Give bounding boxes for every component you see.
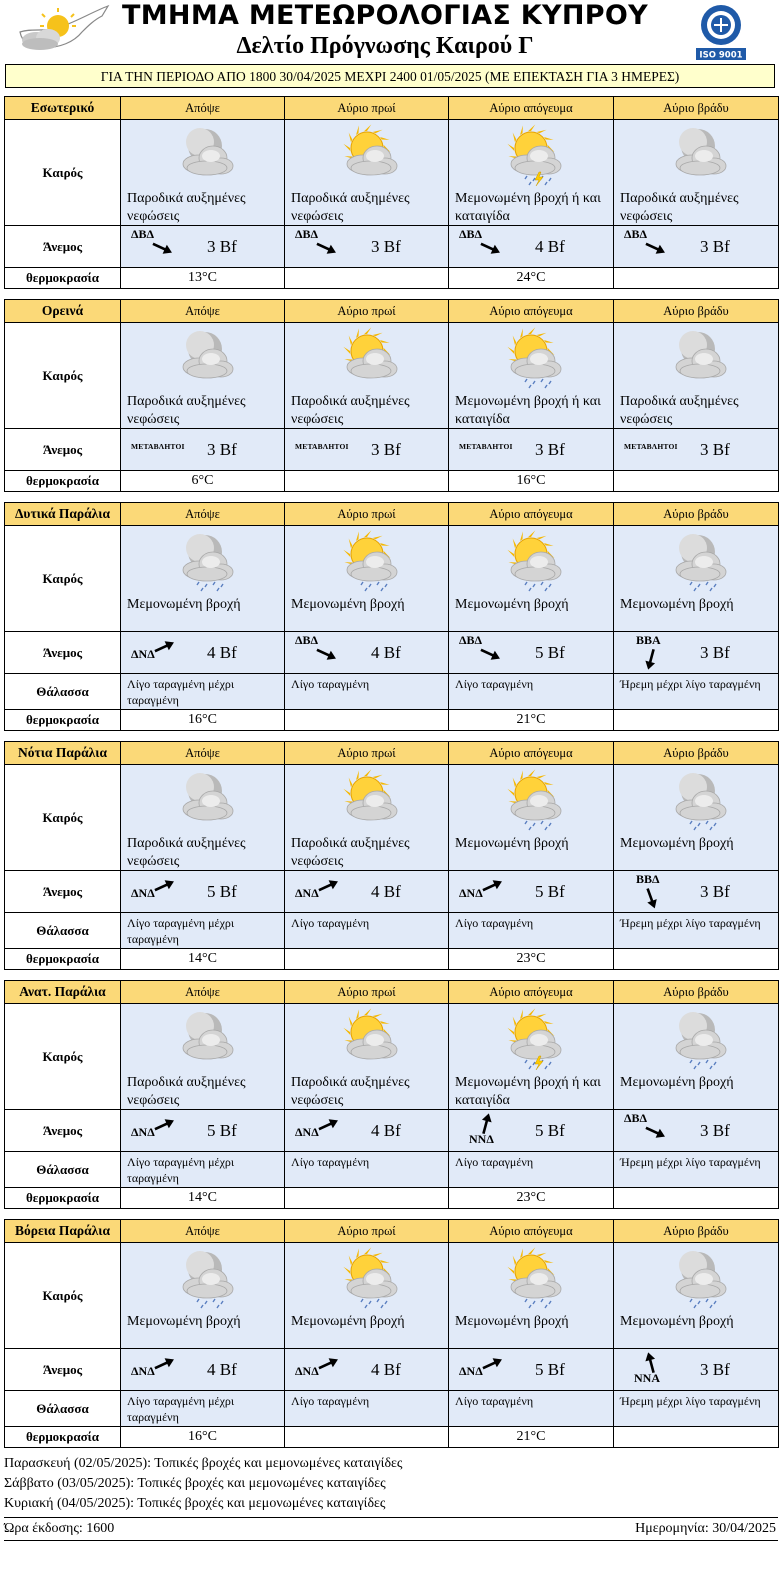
weather-label: Καιρός	[5, 1004, 121, 1110]
wind-arrow-icon	[638, 1352, 664, 1374]
sea-state: Λίγο ταραγμένη	[291, 916, 370, 930]
section-table	[4, 502, 779, 731]
temperature-day: 21°C	[449, 1427, 614, 1448]
wind-direction: ΔΝΔ	[295, 886, 319, 900]
weather-label: Καιρός	[5, 765, 121, 871]
wind-force: 5 Bf	[535, 643, 565, 662]
wind-label: Άνεμος	[5, 1349, 121, 1391]
weather-description: Μεμονωμένη βροχή	[620, 1075, 734, 1090]
wind-arrow-icon	[642, 237, 668, 259]
wind-force: 5 Bf	[535, 1360, 565, 1379]
wind-force: 4 Bf	[535, 237, 565, 256]
wind-arrow-icon	[313, 643, 339, 665]
temperature-label: θερμοκρασία	[5, 268, 121, 289]
temperature-label: θερμοκρασία	[5, 1427, 121, 1448]
wind-force: 3 Bf	[700, 1360, 730, 1379]
temperature-night: 16°C	[121, 1427, 285, 1448]
wind-direction: ΝΝΔ	[469, 1132, 494, 1146]
wind-direction: ΔΝΔ	[131, 886, 155, 900]
period-header: Απόψε	[121, 1220, 285, 1243]
period-header: Αύριο απόγευμα	[449, 300, 614, 323]
wind-arrow-icon	[313, 237, 339, 259]
period-header: Απόψε	[121, 742, 285, 765]
extended-outlook	[4, 1454, 774, 1514]
wind-force: 3 Bf	[535, 440, 565, 459]
cyprus-weather-logo-icon	[12, 2, 112, 60]
period-header: Αύριο βράδυ	[614, 300, 779, 323]
temperature-day: 23°C	[449, 949, 614, 970]
weather-label: Καιρός	[5, 120, 121, 226]
period-header: Αύριο βράδυ	[614, 742, 779, 765]
sea-label: Θάλασσα	[5, 1152, 121, 1188]
page-subtitle: Δελτίο Πρόγνωσης Καιρού Γ	[236, 33, 534, 59]
weather-description: Μεμονωμένη βροχή	[620, 597, 734, 612]
forecast-period: ΓΙΑ ΤΗΝ ΠΕΡΙΟΔΟ ΑΠΟ 1800 30/04/2025 ΜΕΧΡΙ 2400 01/05/2025 (ΜΕ ΕΠΕΚΤΑΣΗ ΓΙΑ 3 ΗΜΕΡΕΣ)	[5, 64, 775, 88]
wind-direction: ΔΝΔ	[459, 886, 483, 900]
weather-label: Καιρός	[5, 1243, 121, 1349]
section-name: Εσωτερικό	[5, 97, 121, 120]
period-header: Αύριο απόγευμα	[449, 742, 614, 765]
wind-arrow-icon	[315, 875, 341, 897]
period-header: Αύριο πρωί	[285, 300, 449, 323]
temperature-night: 6°C	[121, 471, 285, 492]
section-name: Νότια Παράλια	[5, 742, 121, 765]
section-table	[4, 741, 779, 970]
wind-direction: ΔΝΔ	[131, 647, 155, 661]
wind-force: 3 Bf	[700, 440, 730, 459]
sea-label: Θάλασσα	[5, 674, 121, 710]
section-name: Δυτικά Παράλια	[5, 503, 121, 526]
wind-force: 4 Bf	[371, 1121, 401, 1140]
period-header: Αύριο βράδυ	[614, 503, 779, 526]
iso-certification-logo-icon	[692, 3, 750, 61]
sea-state: Λίγο ταραγμένη	[455, 1155, 534, 1169]
weather-description: Παροδικά αυξημένες νεφώσεις	[291, 394, 410, 427]
section-table	[4, 299, 779, 492]
temperature-night: 13°C	[121, 268, 285, 289]
temperature-night: 16°C	[121, 710, 285, 731]
wind-direction: ΒΒΑ	[636, 633, 661, 647]
period-header: Αύριο πρωί	[285, 97, 449, 120]
wind-direction: ΔΝΔ	[459, 1364, 483, 1378]
issue-date: Ημερομηνία: 30/04/2025	[635, 1521, 776, 1536]
sea-state: Λίγο ταραγμένη μέχρι ταραγμένη	[127, 1394, 235, 1424]
sea-state: Λίγο ταραγμένη	[455, 916, 534, 930]
period-header: Απόψε	[121, 300, 285, 323]
sea-state: Ήρεμη μέχρι λίγο ταραγμένη	[620, 1394, 761, 1408]
weather-description: Παροδικά αυξημένες νεφώσεις	[127, 836, 246, 869]
period-header: Αύριο βράδυ	[614, 97, 779, 120]
wind-direction: ΔΝΔ	[131, 1125, 155, 1139]
forecast-sections	[4, 96, 778, 1458]
weather-description: Παροδικά αυξημένες νεφώσεις	[127, 191, 246, 224]
weather-description: Παροδικά αυξημένες νεφώσεις	[620, 191, 739, 224]
sea-state: Λίγο ταραγμένη μέχρι ταραγμένη	[127, 677, 235, 707]
weather-description: Παροδικά αυξημένες νεφώσεις	[291, 1075, 410, 1108]
weather-description: Μεμονωμένη βροχή	[455, 1314, 569, 1329]
temperature-day: 23°C	[449, 1188, 614, 1209]
wind-direction: ΔΝΔ	[295, 1364, 319, 1378]
wind-force: 4 Bf	[371, 643, 401, 662]
weather-description: Μεμονωμένη βροχή	[127, 597, 241, 612]
temperature-label: θερμοκρασία	[5, 710, 121, 731]
wind-arrow-icon	[151, 1114, 177, 1136]
wind-direction: ΔΒΔ	[624, 227, 648, 241]
weather-description: Μεμονωμένη βροχή ή και καταιγίδα	[455, 394, 601, 427]
wind-direction: ΔΒΔ	[295, 633, 319, 647]
weather-description: Μεμονωμένη βροχή	[127, 1314, 241, 1329]
wind-arrow-icon	[479, 1353, 505, 1375]
header	[0, 0, 784, 62]
sea-state: Λίγο ταραγμένη μέχρι ταραγμένη	[127, 916, 235, 946]
wind-arrow-icon	[638, 887, 664, 909]
wind-label: Άνεμος	[5, 226, 121, 268]
outlook-day-1: Παρασκευή (02/05/2025): Τοπικές βροχές και μεμονωμένες καταιγίδες	[4, 1456, 403, 1471]
weather-description: Μεμονωμένη βροχή	[455, 836, 569, 851]
wind-force: 4 Bf	[207, 1360, 237, 1379]
sea-state: Λίγο ταραγμένη	[291, 1155, 370, 1169]
wind-label: Άνεμος	[5, 429, 121, 471]
period-header: Αύριο βράδυ	[614, 1220, 779, 1243]
wind-force: 5 Bf	[207, 882, 237, 901]
weather-description: Παροδικά αυξημένες νεφώσεις	[291, 191, 410, 224]
wind-direction: ΜΕΤΑΒΛΗΤΟΙ	[295, 442, 349, 451]
section-table	[4, 96, 779, 289]
period-header: Αύριο απόγευμα	[449, 1220, 614, 1243]
wind-arrow-icon	[149, 237, 175, 259]
wind-direction: ΔΒΔ	[295, 227, 319, 241]
weather-description: Μεμονωμένη βροχή	[291, 1314, 405, 1329]
sea-state: Λίγο ταραγμένη	[291, 677, 370, 691]
period-header: Αύριο πρωί	[285, 981, 449, 1004]
weather-description: Παροδικά αυξημένες νεφώσεις	[620, 394, 739, 427]
temperature-label: θερμοκρασία	[5, 471, 121, 492]
wind-arrow-icon	[477, 237, 503, 259]
wind-force: 3 Bf	[371, 440, 401, 459]
wind-label: Άνεμος	[5, 871, 121, 913]
period-header: Αύριο πρωί	[285, 1220, 449, 1243]
temperature-night: 14°C	[121, 949, 285, 970]
temperature-label: θερμοκρασία	[5, 1188, 121, 1209]
wind-force: 5 Bf	[535, 1121, 565, 1140]
sea-state: Λίγο ταραγμένη	[455, 677, 534, 691]
wind-direction: ΔΝΔ	[295, 1125, 319, 1139]
wind-arrow-icon	[315, 1353, 341, 1375]
weather-label: Καιρός	[5, 526, 121, 632]
temperature-day: 21°C	[449, 710, 614, 731]
wind-direction: ΔΒΔ	[624, 1111, 648, 1125]
temperature-day: 24°C	[449, 268, 614, 289]
wind-arrow-icon	[315, 1114, 341, 1136]
outlook-day-3: Κυριακή (04/05/2025): Τοπικές βροχές και μεμονωμένες καταιγίδες	[4, 1496, 386, 1511]
section-name: Ανατ. Παράλια	[5, 981, 121, 1004]
wind-arrow-icon	[151, 875, 177, 897]
period-header: Αύριο βράδυ	[614, 981, 779, 1004]
wind-force: 5 Bf	[535, 882, 565, 901]
wind-force: 3 Bf	[207, 237, 237, 256]
wind-force: 3 Bf	[700, 643, 730, 662]
weather-description: Παροδικά αυξημένες νεφώσεις	[127, 1075, 246, 1108]
weather-description: Μεμονωμένη βροχή	[620, 836, 734, 851]
wind-force: 3 Bf	[371, 237, 401, 256]
wind-direction: ΜΕΤΑΒΛΗΤΟΙ	[459, 442, 513, 451]
period-header: Απόψε	[121, 981, 285, 1004]
wind-force: 4 Bf	[207, 643, 237, 662]
wind-direction: ΜΕΤΑΒΛΗΤΟΙ	[624, 442, 678, 451]
section-table	[4, 980, 779, 1209]
wind-direction: ΝΝΑ	[634, 1371, 660, 1385]
footer	[4, 1517, 778, 1541]
sea-state: Ήρεμη μέχρι λίγο ταραγμένη	[620, 1155, 761, 1169]
section-name: Ορεινά	[5, 300, 121, 323]
wind-force: 3 Bf	[700, 882, 730, 901]
sea-state: Λίγο ταραγμένη μέχρι ταραγμένη	[127, 1155, 235, 1185]
temperature-night: 14°C	[121, 1188, 285, 1209]
section-table	[4, 1219, 779, 1448]
wind-arrow-icon	[477, 643, 503, 665]
temperature-label: θερμοκρασία	[5, 949, 121, 970]
wind-force: 3 Bf	[700, 237, 730, 256]
wind-arrow-icon	[151, 1353, 177, 1375]
sea-state: Ήρεμη μέχρι λίγο ταραγμένη	[620, 916, 761, 930]
period-header: Απόψε	[121, 503, 285, 526]
period-header: Αύριο πρωί	[285, 742, 449, 765]
sea-state: Λίγο ταραγμένη	[455, 1394, 534, 1408]
sea-state: Λίγο ταραγμένη	[291, 1394, 370, 1408]
wind-force: 5 Bf	[207, 1121, 237, 1140]
wind-arrow-icon	[642, 1121, 668, 1143]
outlook-day-2: Σάββατο (03/05/2025): Τοπικές βροχές και μεμονωμένες καταιγίδες	[4, 1476, 386, 1491]
weather-description: Μεμονωμένη βροχή	[291, 597, 405, 612]
wind-arrow-icon	[479, 875, 505, 897]
wind-force: 4 Bf	[371, 882, 401, 901]
wind-direction: ΒΒΔ	[636, 872, 660, 886]
wind-direction: ΔΒΔ	[459, 227, 483, 241]
wind-force: 3 Bf	[207, 440, 237, 459]
wind-arrow-icon	[638, 648, 664, 670]
weather-description: Μεμονωμένη βροχή	[620, 1314, 734, 1329]
weather-description: Μεμονωμένη βροχή ή και καταιγίδα	[455, 1075, 601, 1108]
page-title: ΤΜΗΜΑ ΜΕΤΕΩΡΟΛΟΓΙΑΣ ΚΥΠΡΟΥ	[122, 0, 648, 31]
weather-description: Μεμονωμένη βροχή	[455, 597, 569, 612]
wind-force: 3 Bf	[700, 1121, 730, 1140]
sea-label: Θάλασσα	[5, 1391, 121, 1427]
section-name: Βόρεια Παράλια	[5, 1220, 121, 1243]
temperature-day: 16°C	[449, 471, 614, 492]
weather-label: Καιρός	[5, 323, 121, 429]
issue-time: Ώρα έκδοσης: 1600	[4, 1521, 115, 1536]
wind-direction: ΔΝΔ	[131, 1364, 155, 1378]
wind-force: 4 Bf	[371, 1360, 401, 1379]
period-header: Αύριο απόγευμα	[449, 503, 614, 526]
wind-direction: ΔΒΔ	[131, 227, 155, 241]
period-header: Αύριο πρωί	[285, 503, 449, 526]
sea-label: Θάλασσα	[5, 913, 121, 949]
sea-state: Ήρεμη μέχρι λίγο ταραγμένη	[620, 677, 761, 691]
iso-label: ISO 9001	[699, 50, 743, 61]
weather-description: Παροδικά αυξημένες νεφώσεις	[127, 394, 246, 427]
period-header: Απόψε	[121, 97, 285, 120]
wind-arrow-icon	[473, 1113, 499, 1135]
weather-description: Μεμονωμένη βροχή ή και καταιγίδα	[455, 191, 601, 224]
wind-arrow-icon	[151, 636, 177, 658]
wind-direction: ΔΒΔ	[459, 633, 483, 647]
period-header: Αύριο απόγευμα	[449, 981, 614, 1004]
wind-direction: ΜΕΤΑΒΛΗΤΟΙ	[131, 442, 185, 451]
wind-label: Άνεμος	[5, 1110, 121, 1152]
weather-description: Παροδικά αυξημένες νεφώσεις	[291, 836, 410, 869]
period-header: Αύριο απόγευμα	[449, 97, 614, 120]
wind-label: Άνεμος	[5, 632, 121, 674]
